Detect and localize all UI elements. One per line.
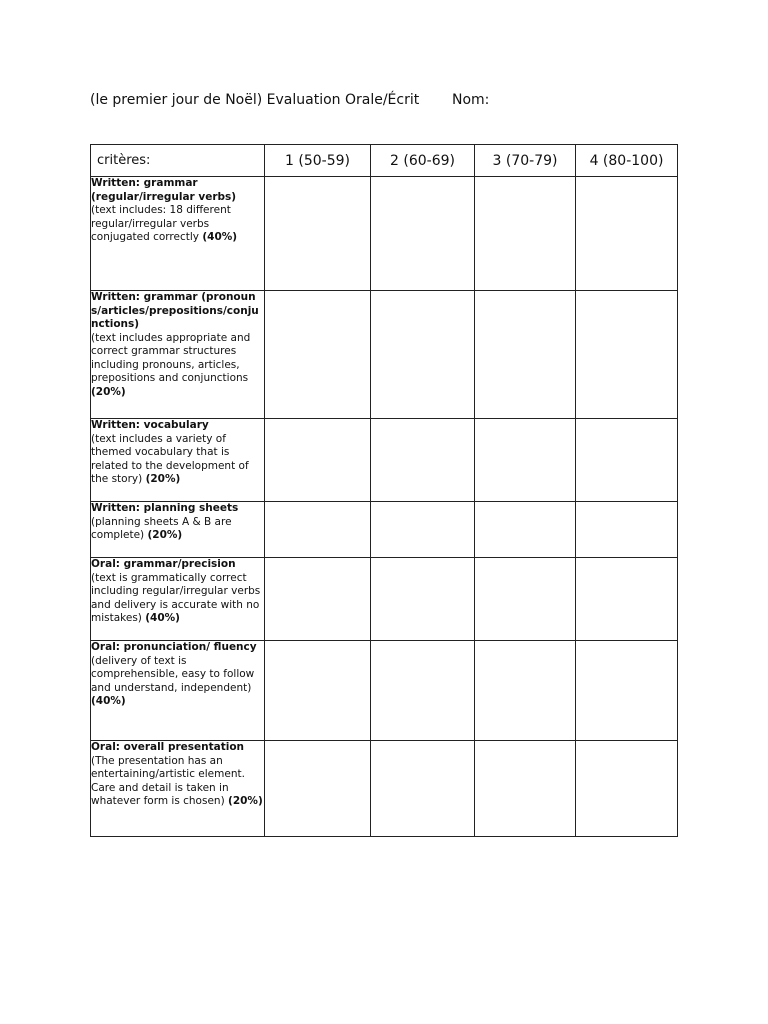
score-cell-level-2[interactable]: [371, 291, 475, 419]
score-cell-level-3[interactable]: [475, 641, 576, 741]
criterion-cell: [91, 741, 265, 837]
table-row: [91, 419, 678, 502]
criterion-cell: [91, 177, 265, 291]
score-cell-level-4[interactable]: [576, 291, 678, 419]
criterion-weight: (20%): [145, 473, 181, 485]
score-cell-level-2[interactable]: [371, 502, 475, 558]
criterion-weight: (20%): [91, 385, 126, 398]
score-cell-level-2[interactable]: [371, 558, 475, 641]
criterion-cell: [91, 558, 265, 641]
criterion-description: (planning sheets A & B are complete): [91, 515, 232, 541]
score-cell-level-2[interactable]: [371, 419, 475, 502]
score-cell-level-1[interactable]: [265, 641, 371, 741]
score-cell-level-3[interactable]: [475, 741, 576, 837]
score-cell-level-2[interactable]: [371, 741, 475, 837]
criterion-description: (text includes: 18 different regular/irregular verbs conjugated correctly: [91, 204, 231, 243]
score-cell-level-3[interactable]: [475, 558, 576, 641]
score-cell-level-4[interactable]: [576, 419, 678, 502]
criterion-description: (The presentation has an entertaining/artistic element. Care and detail is taken in whatever form is chosen): [91, 754, 245, 807]
score-cell-level-1[interactable]: [265, 558, 371, 641]
column-header-level-2: 2 (60-69): [371, 145, 475, 177]
criterion-weight: (40%): [91, 695, 126, 707]
criterion-name: Oral: overall presentation: [91, 741, 245, 753]
score-cell-level-4[interactable]: [576, 741, 678, 837]
score-cell-level-4[interactable]: [576, 502, 678, 558]
criterion-name: Oral: grammar/precision: [91, 558, 236, 570]
table-header-row: [91, 145, 678, 177]
criterion-weight: (20%): [147, 529, 183, 541]
score-cell-level-3[interactable]: [475, 177, 576, 291]
criterion-cell: [91, 419, 265, 502]
column-header-criteria: critères:: [91, 145, 265, 177]
score-cell-level-4[interactable]: [576, 558, 678, 641]
criterion-description: (delivery of text is comprehensible, easy to follow and understand, independent): [91, 654, 255, 694]
criterion-cell: [91, 641, 265, 741]
table-row: [91, 177, 678, 291]
table-row: [91, 641, 678, 741]
score-cell-level-3[interactable]: [475, 291, 576, 419]
table-row: [91, 558, 678, 641]
score-cell-level-1[interactable]: [265, 291, 371, 419]
criterion-description: (text is grammatically correct including regular/irregular verbs and delivery is accurate with no mistakes): [91, 571, 261, 624]
table-row: [91, 741, 678, 837]
criterion-weight: (40%): [202, 231, 238, 243]
rubric-table: [90, 144, 678, 837]
score-cell-level-2[interactable]: [371, 177, 475, 291]
score-cell-level-2[interactable]: [371, 641, 475, 741]
score-cell-level-1[interactable]: [265, 502, 371, 558]
score-cell-level-1[interactable]: [265, 419, 371, 502]
criterion-name: Written: vocabulary: [91, 419, 209, 431]
column-header-level-4: 4 (80-100): [576, 145, 678, 177]
score-cell-level-1[interactable]: [265, 177, 371, 291]
score-cell-level-4[interactable]: [576, 177, 678, 291]
score-cell-level-4[interactable]: [576, 641, 678, 741]
score-cell-level-3[interactable]: [475, 419, 576, 502]
column-header-level-3: 3 (70-79): [475, 145, 576, 177]
name-label: Nom:: [452, 92, 490, 108]
criterion-name: Oral: pronunciation/ fluency: [91, 641, 257, 653]
criterion-weight: (20%): [228, 795, 263, 807]
criterion-description: (text includes appropriate and correct grammar structures including pronouns, articles, prepositions and conjunctions: [91, 331, 251, 384]
column-header-level-1: 1 (50-59): [265, 145, 371, 177]
criterion-cell: [91, 291, 265, 419]
criterion-name: Written: grammar (regular/irregular verbs): [91, 177, 237, 203]
score-cell-level-1[interactable]: [265, 741, 371, 837]
document-title: (le premier jour de Noël) Evaluation Orale/Écrit: [90, 92, 420, 108]
criterion-cell: [91, 502, 265, 558]
criterion-name: Written: grammar (pronouns/articles/prepositions/conjunctions): [91, 291, 259, 330]
criterion-weight: (40%): [145, 612, 180, 624]
criterion-name: Written: planning sheets: [91, 502, 239, 514]
table-row: [91, 291, 678, 419]
criterion-description: (text includes a variety of themed vocabulary that is related to the development of the story): [91, 432, 249, 485]
score-cell-level-3[interactable]: [475, 502, 576, 558]
table-row: [91, 502, 678, 558]
